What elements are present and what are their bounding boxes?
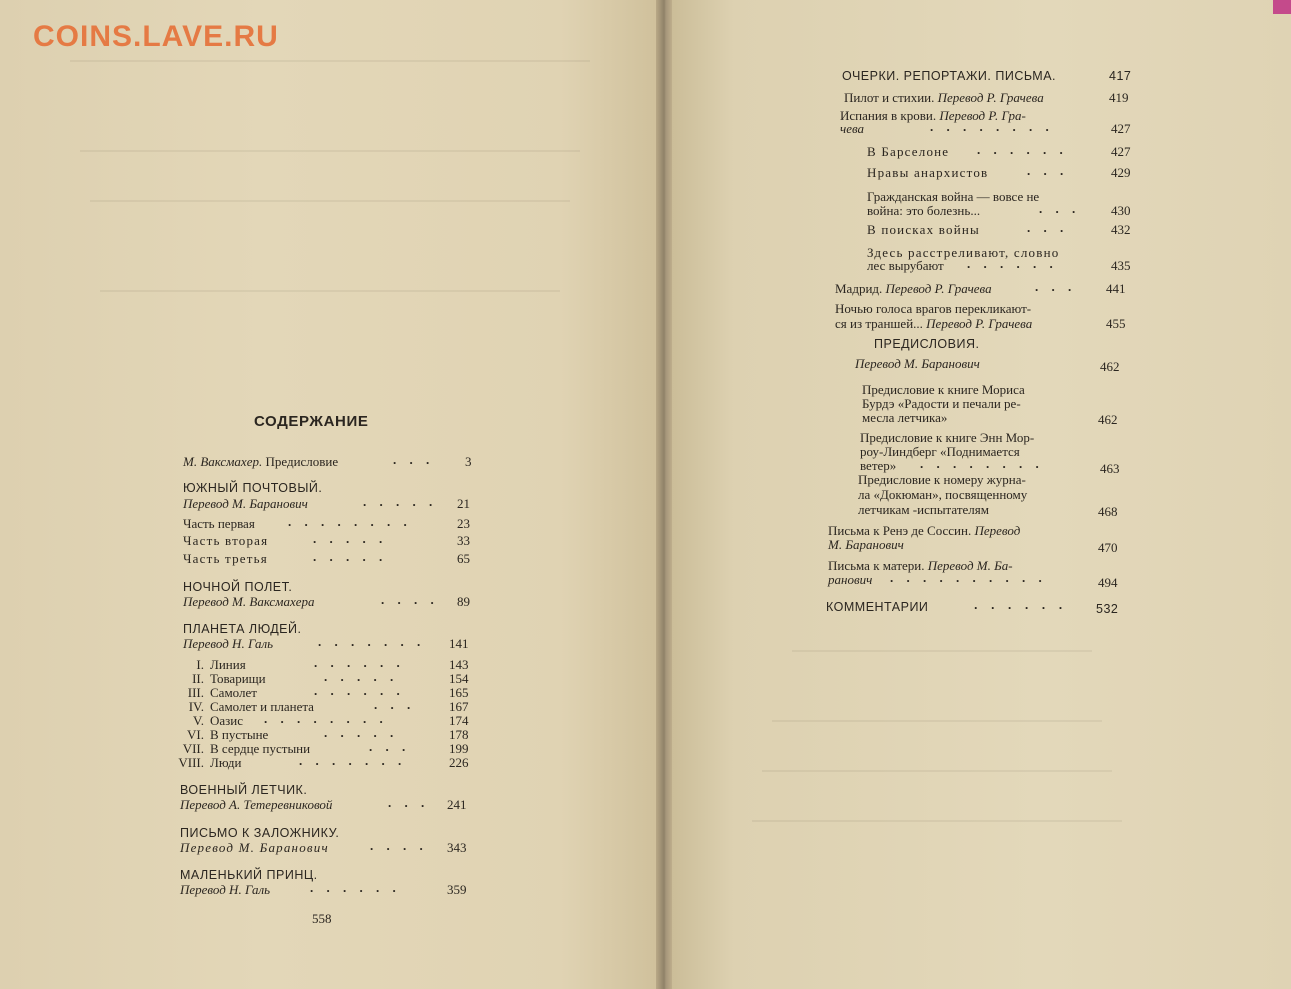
toc-entry-letters-rene-cont xyxy=(828,537,1135,553)
corner-mark xyxy=(1273,0,1291,14)
spain-item: В поисках войны . . . 432 xyxy=(867,220,1131,237)
chapter-page: 167 xyxy=(449,699,469,714)
chapter-num: II. xyxy=(192,671,204,686)
page-number: 558 xyxy=(312,911,332,926)
preface-item-line: ветер» xyxy=(860,458,897,473)
military-pilot-page: 241 xyxy=(447,797,467,812)
preface-item-line: Бурдэ «Радости и печали ре- xyxy=(862,396,1021,411)
toc-entry-comments: КОММЕНТАРИИ . . . . . . 532 xyxy=(826,598,1119,616)
preface-item-line: месла летчика» xyxy=(862,410,948,425)
comments-page: 532 xyxy=(1096,602,1119,616)
chapter-page: 199 xyxy=(449,741,469,756)
letters-mother-translator-cont: ранович xyxy=(828,572,873,587)
essays-heading: ОЧЕРКИ. РЕПОРТАЖИ. ПИСЬМА. xyxy=(842,69,1057,83)
toc-entry-little-prince: Перевод Н. Галь . . . . . . 359 xyxy=(180,880,467,897)
little-prince-translator: Перевод Н. Галь xyxy=(180,882,271,897)
show-through xyxy=(100,290,560,292)
pilot-page: 419 xyxy=(1109,90,1129,105)
show-through xyxy=(80,150,580,152)
night-voices-translator: Перевод Р. Грачева xyxy=(926,316,1033,331)
spain-item-line: Гражданская война — вовсе не xyxy=(867,189,1040,204)
letter-hostage-translator: Перевод М. Баранович xyxy=(180,840,329,855)
toc-entry-planet: Перевод Н. Галь . . . . . . . 141 xyxy=(183,634,469,651)
chapter-label: В сердце пустыни xyxy=(210,741,311,756)
chapter-row: VIII. Люди . . . . . . . 226 xyxy=(164,755,475,771)
spain-item: лес вырубают . . . . . . 435 xyxy=(867,256,1131,273)
spain-translator-cont: чева xyxy=(840,121,865,136)
letter-hostage-page: 343 xyxy=(447,840,467,855)
military-pilot-translator: Перевод А. Тетеревниковой xyxy=(180,797,333,812)
preface-item-line: Предисловие к книге Мориса xyxy=(862,382,1025,397)
show-through xyxy=(752,820,1122,822)
pilot-title: Пилот и стихии. xyxy=(844,90,935,105)
madrid-page: 441 xyxy=(1106,281,1126,296)
chapter-page: 174 xyxy=(449,713,469,728)
part-label: Часть вторая xyxy=(183,533,269,548)
chapter-num: VIII. xyxy=(178,755,204,770)
letters-mother-title: Письма к матери. xyxy=(828,558,925,573)
night-flight-page: 89 xyxy=(457,594,470,609)
spain-item-line: Здесь расстреливают, словно xyxy=(867,245,1060,260)
letters-mother-translator: Перевод М. Ба- xyxy=(927,558,1013,573)
toc-entry-part: Часть первая . . . . . . . . 23 xyxy=(183,514,470,531)
part-page: 65 xyxy=(457,551,470,566)
toc-entry-preface: М. Ваксмахер. Предисловие . . . 3 xyxy=(183,452,472,469)
part-page: 23 xyxy=(457,516,470,531)
chapter-page: 178 xyxy=(449,727,469,742)
chapter-row: VI. В пустыне . . . . . 178 xyxy=(164,727,475,743)
southern-mail-heading: ЮЖНЫЙ ПОЧТОВЫЙ. xyxy=(183,481,323,495)
letters-mother-page: 494 xyxy=(1098,575,1118,590)
madrid-title: Мадрид. xyxy=(835,281,883,296)
toc-entry-prefaces xyxy=(855,356,1135,372)
chapter-row: III. Самолет . . . . . . 165 xyxy=(164,685,475,701)
preface-item-page: 463 xyxy=(1100,461,1120,476)
chapter-num: III. xyxy=(187,685,204,700)
chapter-label: Самолет xyxy=(210,685,257,700)
chapter-row: I. Линия . . . . . . 143 xyxy=(164,657,475,673)
chapter-label: Линия xyxy=(210,657,246,672)
little-prince-page: 359 xyxy=(447,882,467,897)
chapter-label: Товарищи xyxy=(210,671,266,686)
show-through xyxy=(90,200,570,202)
preface-author: М. Ваксмахер. xyxy=(183,454,263,469)
right-page xyxy=(672,0,1291,989)
toc-entry-part: Часть третья . . . . . 65 xyxy=(183,549,470,566)
part-page: 33 xyxy=(457,533,470,548)
show-through xyxy=(70,60,590,62)
chapter-label: Оазис xyxy=(210,713,244,728)
letters-rene-title: Письма к Ренэ де Соссин. xyxy=(828,523,972,538)
spain-item-line: лес вырубают xyxy=(867,258,944,273)
toc-title: СОДЕРЖАНИЕ xyxy=(254,413,369,430)
essays-page: 417 xyxy=(1109,69,1132,83)
chapter-num: I. xyxy=(196,657,204,672)
chapter-page: 165 xyxy=(449,685,469,700)
chapter-label: В пустыне xyxy=(210,727,269,742)
planet-translator: Перевод Н. Галь xyxy=(183,636,274,651)
spain-item-page: 432 xyxy=(1111,222,1131,237)
chapter-num: V. xyxy=(193,713,204,728)
spain-page: 427 xyxy=(1111,121,1131,136)
essays-heading-row xyxy=(842,68,1135,84)
chapter-num: IV. xyxy=(188,699,204,714)
planet-page: 141 xyxy=(449,636,469,651)
spain-item-page: 427 xyxy=(1111,144,1131,159)
toc-entry-night-voices-cont xyxy=(835,316,1135,332)
preface-label: Предисловие xyxy=(265,454,339,469)
chapter-row: VII. В сердце пустыни . . . 199 xyxy=(164,741,475,757)
preface-item-line: роу-Линдберг «Поднимается xyxy=(860,444,1020,459)
toc-entry-southern-mail: Перевод М. Баранович . . . . . 21 xyxy=(183,494,470,511)
toc-entry-pilot xyxy=(844,90,1135,106)
show-through xyxy=(762,770,1112,772)
preface-page: 3 xyxy=(465,454,472,469)
night-voices-line2: ся из траншей... xyxy=(835,316,923,331)
prefaces-page: 462 xyxy=(1100,359,1120,374)
spain-item-page: 430 xyxy=(1111,203,1131,218)
chapter-label: Самолет и планета xyxy=(210,699,314,714)
southern-mail-translator: Перевод М. Баранович xyxy=(183,496,308,511)
preface-item xyxy=(858,502,1135,518)
show-through xyxy=(792,650,1092,652)
chapter-label: Люди xyxy=(210,755,242,770)
planet-heading: ПЛАНЕТА ЛЮДЕЙ. xyxy=(183,622,302,636)
preface-item xyxy=(858,487,1135,503)
preface-item-line: ла «Докюман», посвященному xyxy=(858,487,1028,502)
spain-item: Нравы анархистов . . . 429 xyxy=(867,163,1131,180)
spain-item-line: война: это болезнь... xyxy=(867,203,981,218)
pilot-translator: Перевод Р. Грачева xyxy=(937,90,1044,105)
spain-title: Испания в крови. xyxy=(840,108,937,123)
toc-entry-madrid: Мадрид. Перевод Р. Грачева . . . 441 xyxy=(835,279,1126,296)
part-label: Часть третья xyxy=(183,551,268,566)
chapter-page: 143 xyxy=(449,657,469,672)
toc-entry-military-pilot: Перевод А. Тетеревниковой . . . 241 xyxy=(180,795,467,812)
toc-entry-letter-hostage: Перевод М. Баранович . . . . 343 xyxy=(180,838,467,855)
chapter-row: IV. Самолет и планета . . . 167 xyxy=(164,699,475,715)
spain-item: В Барселоне . . . . . . 427 xyxy=(867,142,1131,159)
spain-item-label: В поисках войны xyxy=(867,222,980,237)
letters-rene-page: 470 xyxy=(1098,540,1118,555)
letters-rene-translator: Перевод xyxy=(974,523,1021,538)
night-voices-line1: Ночью голоса врагов перекликают- xyxy=(835,301,1032,316)
chapter-num: VI. xyxy=(187,727,204,742)
letter-hostage-heading: ПИСЬМО К ЗАЛОЖНИКУ. xyxy=(180,826,340,840)
show-through xyxy=(772,720,1102,722)
preface-item xyxy=(858,472,1135,488)
toc-entry-letters-mother-cont: ранович . . . . . . . . . . 494 xyxy=(828,570,1118,590)
southern-mail-page: 21 xyxy=(457,496,470,511)
preface-item xyxy=(862,410,1135,426)
preface-item: ветер» . . . . . . . . 463 xyxy=(860,456,1120,476)
spain-item-label: Нравы анархистов xyxy=(867,165,989,180)
toc-entry-part: Часть вторая . . . . . 33 xyxy=(183,531,470,548)
toc-entry-night-voices xyxy=(835,301,1135,317)
preface-item-page: 468 xyxy=(1098,504,1118,519)
preface-item-line: Предисловие к номеру журна- xyxy=(858,472,1026,487)
toc-entry-night-flight: Перевод М. Ваксмахера . . . . 89 xyxy=(183,592,470,609)
night-voices-page: 455 xyxy=(1106,316,1126,331)
chapter-page: 226 xyxy=(449,755,469,770)
military-pilot-heading: ВОЕННЫЙ ЛЕТЧИК. xyxy=(180,783,308,797)
preface-item-line: Предисловие к книге Энн Мор- xyxy=(860,430,1035,445)
preface-item-line: летчикам -испытателям xyxy=(858,502,989,517)
spain-item: война: это болезнь... . . . 430 xyxy=(867,201,1131,218)
chapter-row: II. Товарищи . . . . . 154 xyxy=(164,671,475,687)
madrid-translator: Перевод Р. Грачева xyxy=(885,281,992,296)
spain-item-label: В Барселоне xyxy=(867,144,950,159)
part-label: Часть первая xyxy=(183,516,255,531)
site-watermark: COINS.LAVE.RU xyxy=(33,20,279,53)
night-flight-translator: Перевод М. Ваксмахера xyxy=(183,594,315,609)
chapter-num: VII. xyxy=(182,741,204,756)
chapter-row: V. Оазис . . . . . . . . 174 xyxy=(164,713,475,729)
prefaces-translator: Перевод М. Баранович xyxy=(855,356,980,371)
toc-entry-spain-cont: чева . . . . . . . . 427 xyxy=(840,119,1131,136)
little-prince-heading: МАЛЕНЬКИЙ ПРИНЦ. xyxy=(180,868,318,882)
letters-rene-translator-cont: М. Баранович xyxy=(828,537,904,552)
spain-item-page: 429 xyxy=(1111,165,1131,180)
comments-heading: КОММЕНТАРИИ xyxy=(826,600,929,614)
prefaces-heading: ПРЕДИСЛОВИЯ. xyxy=(874,337,980,351)
chapter-page: 154 xyxy=(449,671,469,686)
night-flight-heading: НОЧНОЙ ПОЛЕТ. xyxy=(183,580,293,594)
spain-translator: Перевод Р. Гра- xyxy=(939,108,1026,123)
spain-item-page: 435 xyxy=(1111,258,1131,273)
preface-item-page: 462 xyxy=(1098,412,1118,427)
